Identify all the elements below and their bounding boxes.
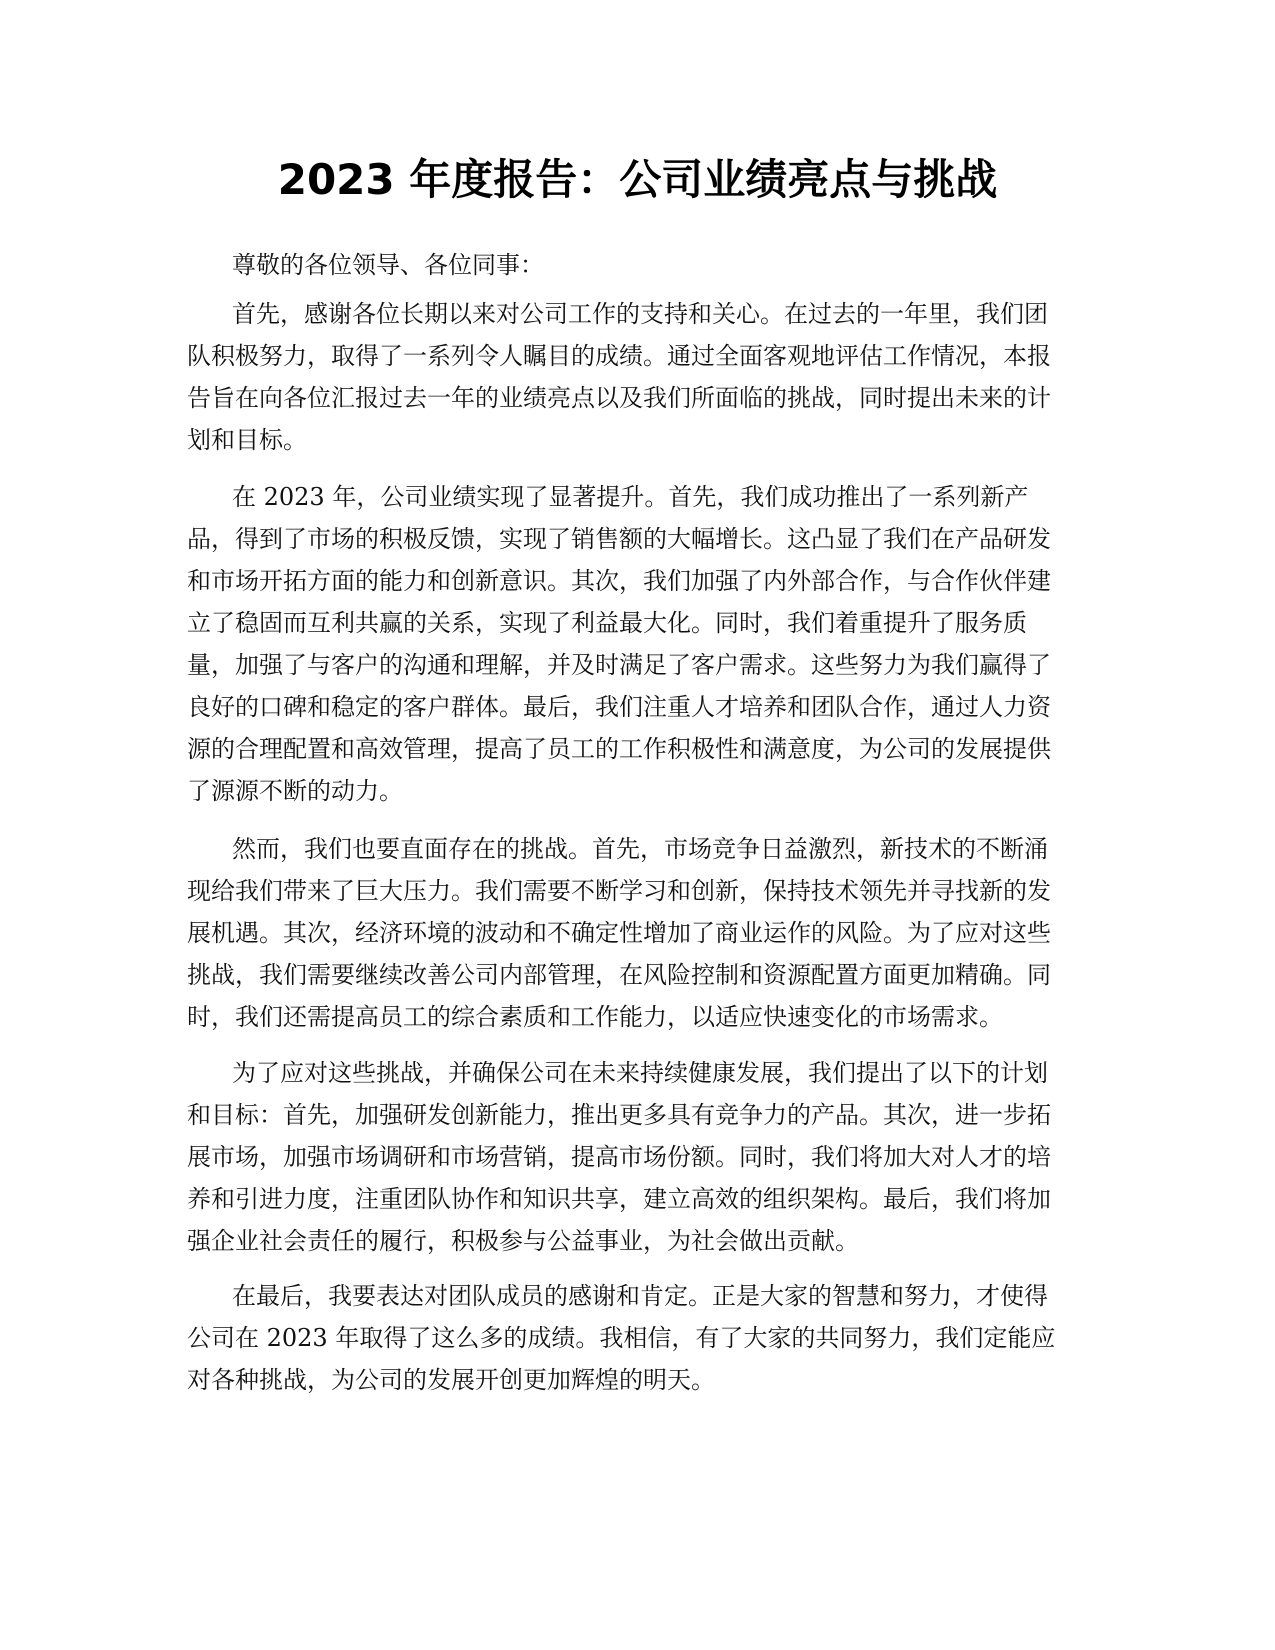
paragraph-line: 养和引进力度，注重团队协作和知识共享，建立高效的组织架构。最后，我们将加	[187, 1185, 1051, 1213]
paragraph-line: 和市场开拓方面的能力和创新意识。其次，我们加强了内外部合作，与合作伙伴建	[187, 567, 1051, 595]
paragraph-line: 展市场，加强市场调研和市场营销，提高市场份额。同时，我们将加大对人才的培	[187, 1143, 1051, 1171]
paragraph-line: 挑战，我们需要继续改善公司内部管理，在风险控制和资源配置方面更加精确。同	[187, 961, 1051, 989]
paragraph-line: 和目标：首先，加强研发创新能力，推出更多具有竞争力的产品。其次，进一步拓	[187, 1101, 1051, 1129]
paragraph-line: 立了稳固而互利共赢的关系，实现了利益最大化。同时，我们着重提升了服务质	[187, 609, 1027, 637]
paragraph-line: 了源源不断的动力。	[187, 777, 403, 805]
paragraph-line: 展机遇。其次，经济环境的波动和不确定性增加了商业运作的风险。为了应对这些	[187, 919, 1051, 947]
paragraph-line: 划和目标。	[187, 426, 307, 454]
paragraph-highlights	[187, 476, 1087, 812]
paragraph-line: 源的合理配置和高效管理，提高了员工的工作积极性和满意度，为公司的发展提供	[187, 735, 1051, 763]
document-title: 2023 年度报告：公司业绩亮点与挑战	[277, 155, 998, 204]
paragraph-plans	[187, 1052, 1087, 1262]
paragraph-line: 强企业社会责任的履行，积极参与公益事业，为社会做出贡献。	[187, 1227, 859, 1255]
paragraph-closing	[187, 1275, 1087, 1401]
paragraph-line: 品，得到了市场的积极反馈，实现了销售额的大幅增长。这凸显了我们在产品研发	[187, 525, 1051, 553]
paragraph-line: 在最后，我要表达对团队成员的感谢和肯定。正是大家的智慧和努力，才使得	[232, 1282, 1048, 1310]
paragraph-line: 队积极努力，取得了一系列令人瞩目的成绩。通过全面客观地评估工作情况，本报	[187, 342, 1051, 370]
paragraph-line: 量，加强了与客户的沟通和理解，并及时满足了客户需求。这些努力为我们赢得了	[187, 651, 1051, 679]
paragraph-thanks	[187, 293, 1087, 461]
paragraph-line: 然而，我们也要直面存在的挑战。首先，市场竞争日益激烈，新技术的不断涌	[232, 835, 1048, 863]
paragraph-line: 为了应对这些挑战，并确保公司在未来持续健康发展，我们提出了以下的计划	[232, 1059, 1048, 1087]
paragraph-line: 良好的口碑和稳定的客户群体。最后，我们注重人才培养和团队合作，通过人力资	[187, 693, 1051, 721]
paragraph-line: 首先，感谢各位长期以来对公司工作的支持和关心。在过去的一年里，我们团	[232, 300, 1048, 328]
paragraph-line: 对各种挑战，为公司的发展开创更加辉煌的明天。	[187, 1366, 715, 1394]
salutation: 尊敬的各位领导、各位同事：	[232, 251, 544, 279]
paragraph-line: 时，我们还需提高员工的综合素质和工作能力，以适应快速变化的市场需求。	[187, 1003, 1003, 1031]
paragraph-challenges	[187, 828, 1087, 1038]
paragraph-line: 现给我们带来了巨大压力。我们需要不断学习和创新，保持技术领先并寻找新的发	[187, 877, 1051, 905]
paragraph-line: 在 2023 年，公司业绩实现了显著提升。首先，我们成功推出了一系列新产	[232, 483, 1029, 511]
paragraph-line: 公司在 2023 年取得了这么多的成绩。我相信，有了大家的共同努力，我们定能应	[187, 1324, 1056, 1352]
paragraph-line: 告旨在向各位汇报过去一年的业绩亮点以及我们所面临的挑战，同时提出未来的计	[187, 384, 1051, 412]
